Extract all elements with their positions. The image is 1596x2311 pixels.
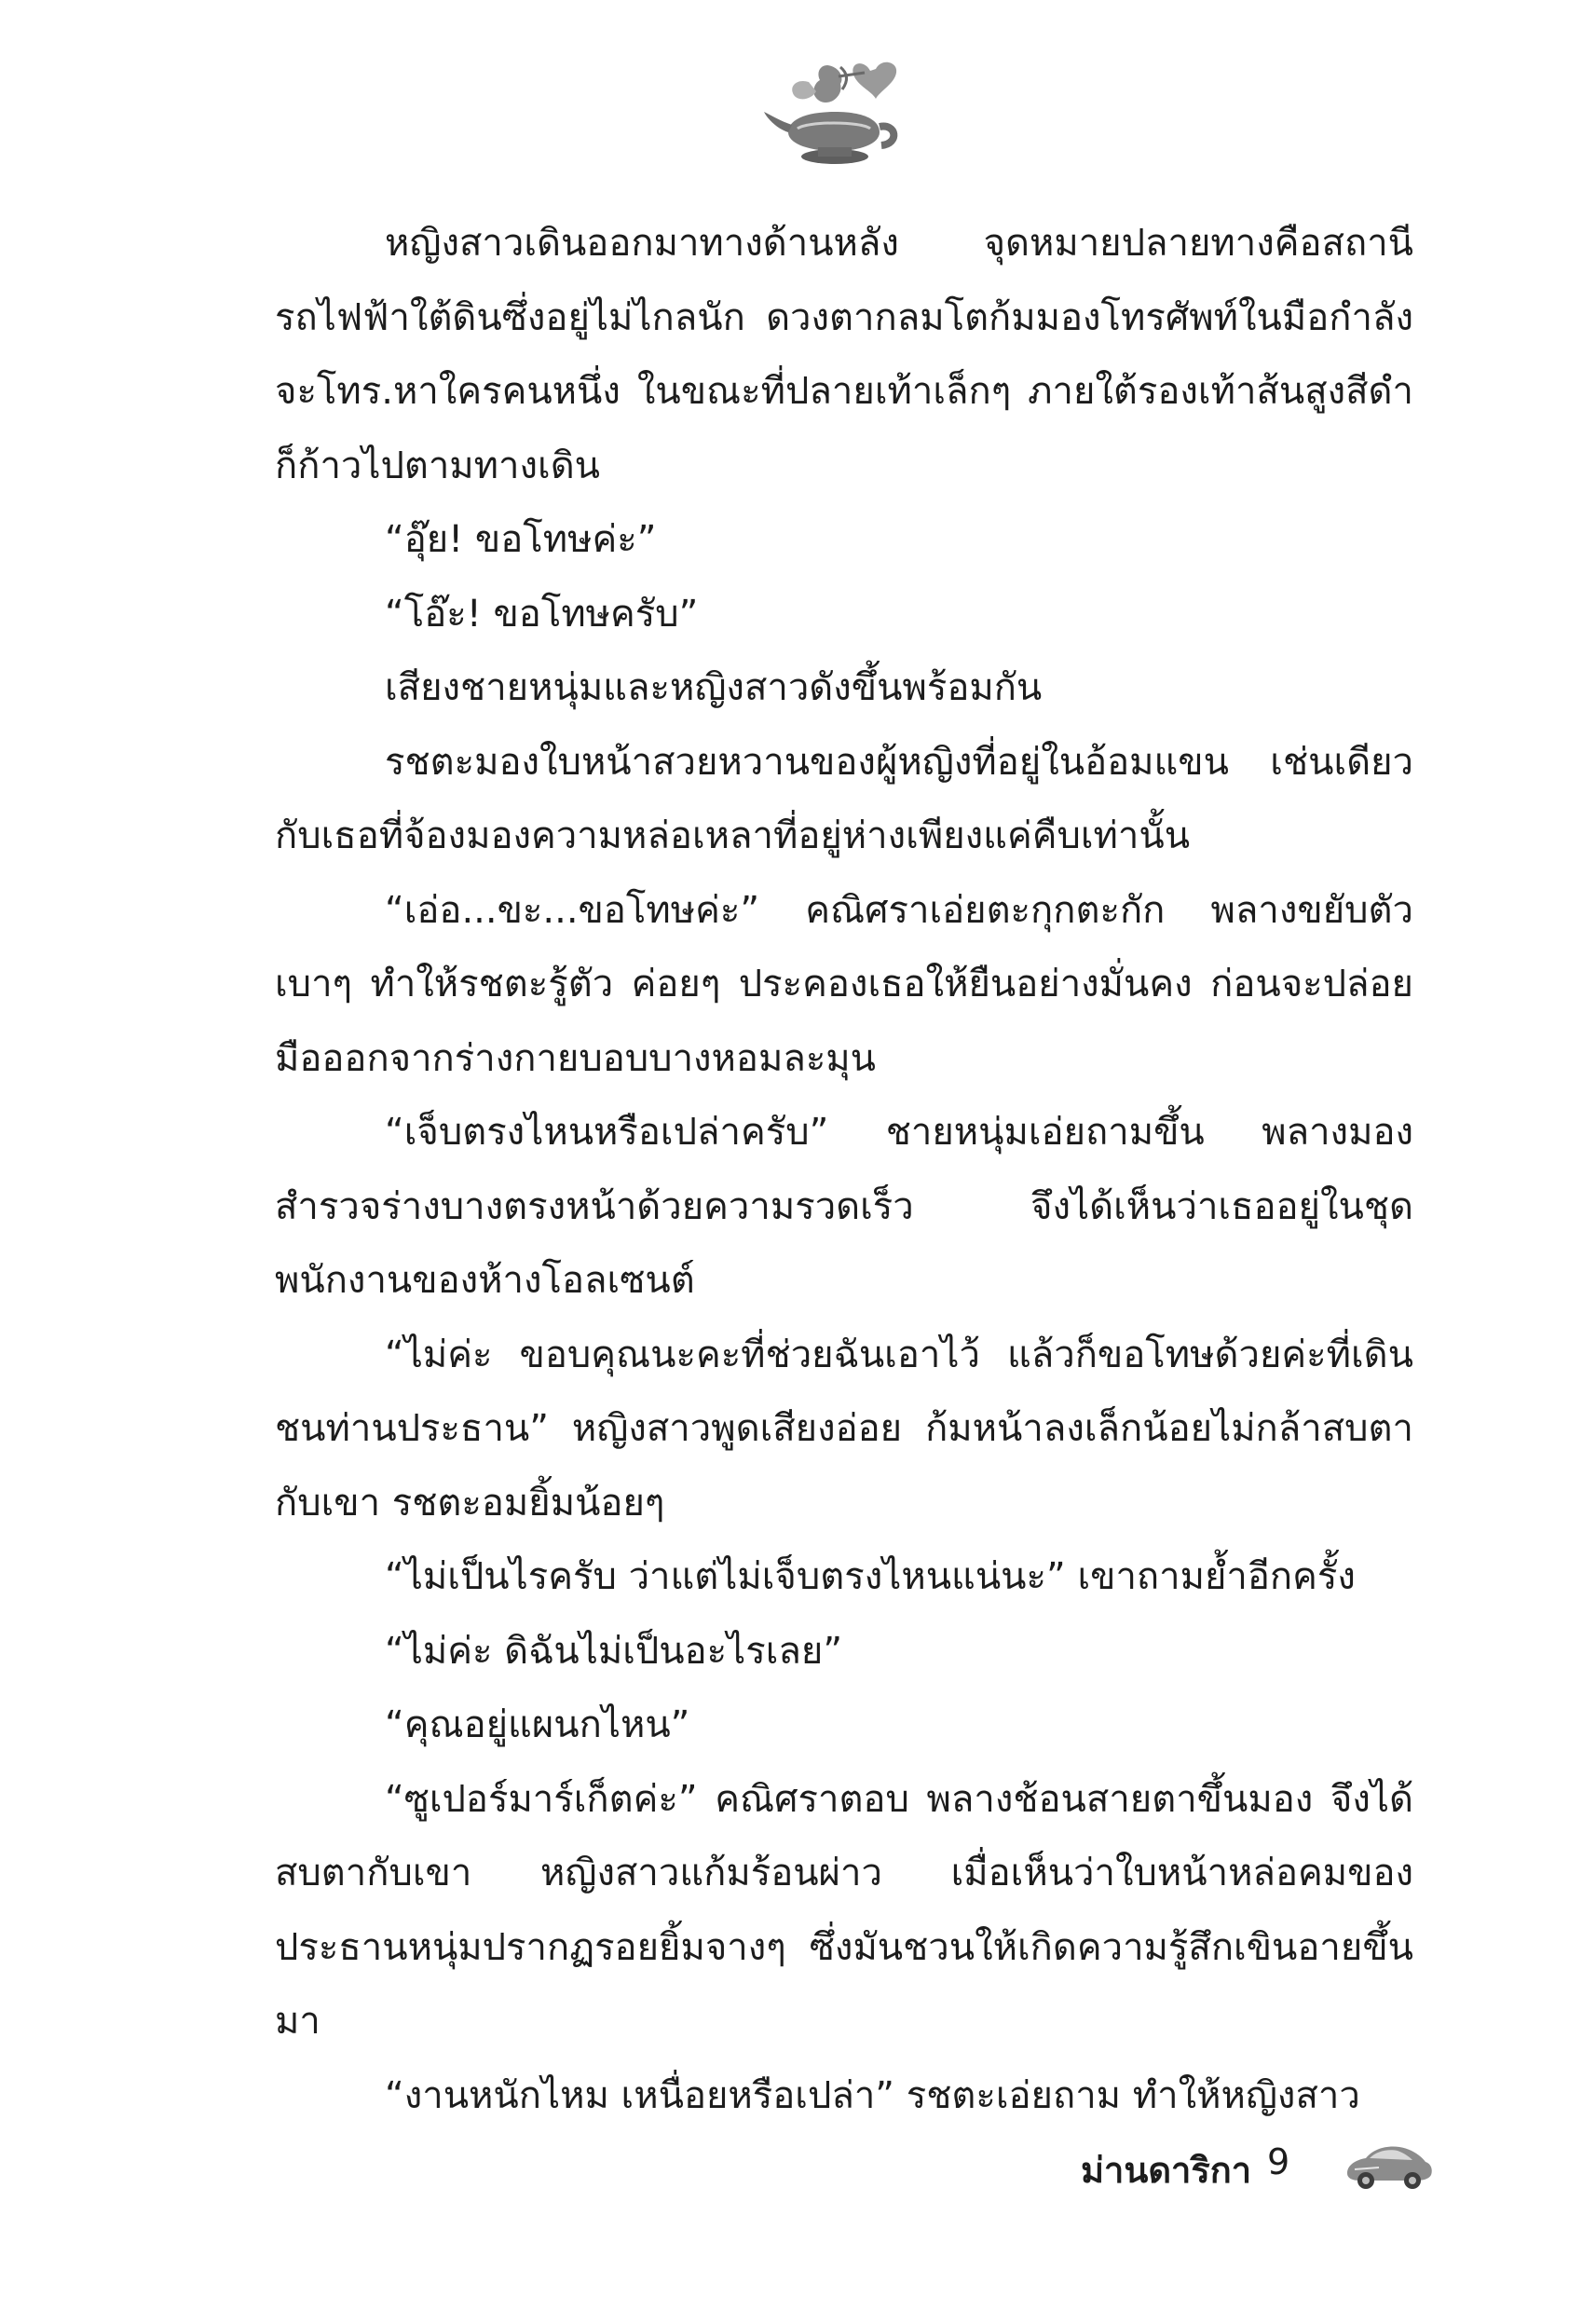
dialogue-line: “ไม่ค่ะ ดิฉันไม่เป็นอะไรเลย” <box>385 1629 843 1673</box>
dialogue-line: “ไม่เป็นไรครับ ว่าแต่ไม่เจ็บตรงไหนแน่นะ” เขาถามย้ำอีกครั้ง <box>385 1555 1356 1598</box>
page-footer <box>969 2125 1435 2208</box>
paragraph: หญิงสาวเดินออกมาทางด้านหลัง จุดหมายปลายทางคือสถานีรถไฟฟ้าใต้ดินซึ่งอยู่ไม่ไกลนัก ดวงตากลมโตก้มมองโทรศัพท์ในมือกำลังจะโทร.หาใครคนหนึ่ง ในขณะที่ปลายเท้าเล็กๆ ภายใต้รองเท้าส้นสูงสีดำก็ก้าวไปตามทางเดิน <box>275 222 1413 487</box>
book-title: ม่านดาริกา <box>1081 2150 1252 2191</box>
paragraph: รชตะมองใบหน้าสวยหวานของผู้หญิงที่อยู่ในอ้อมแขน เช่นเดียวกับเธอที่จ้องมองความหล่อเหลาที่อยู่ห่างเพียงแค่คืบเท่านั้น <box>275 740 1413 857</box>
dialogue-line: “โอ๊ะ! ขอโทษครับ” <box>385 592 699 636</box>
paragraph: “เจ็บตรงไหนหรือเปล่าครับ” ชายหนุ่มเอ่ยถามขึ้น พลางมองสำรวจร่างบางตรงหน้าด้วยความรวดเร็ว จึงได้เห็นว่าเธออยู่ในชุดพนักงานของห้างโอลเซนต์ <box>275 1111 1413 1302</box>
paragraph: “ซูเปอร์มาร์เก็ตค่ะ” คณิศราตอบ พลางช้อนสายตาขึ้นมอง จึงได้สบตากับเขา หญิงสาวแก้มร้อนผ่าว เมื่อเห็นว่าใบหน้าหล่อคมของประธานหนุ่มปรากฏรอยยิ้มจางๆ ซึ่งมันชวนให้เกิดความรู้สึกเขินอายขึ้นมา <box>275 1777 1413 2043</box>
paragraph: “ไม่ค่ะ ขอบคุณนะคะที่ช่วยฉันเอาไว้ แล้วก็ขอโทษด้วยค่ะที่เดินชนท่านประธาน” หญิงสาวพูดเสียงอ่อย ก้มหน้าลงเล็กน้อยไม่กล้าสบตากับเขา รชตะอมยิ้มน้อยๆ <box>275 1333 1413 1525</box>
sports-car-icon <box>1342 2132 1435 2192</box>
teapot-cupid-ornament-icon <box>760 54 909 175</box>
body-text <box>275 207 1413 2133</box>
paragraph: “เอ่อ...ขะ...ขอโทษค่ะ” คณิศราเอ่ยตะกุกตะกัก พลางขยับตัวเบาๆ ทำให้รชตะรู้ตัว ค่อยๆ ประคองเธอให้ยืนอย่างมั่นคง ก่อนจะปล่อยมือออกจากร่างกายบอบบางหอมละมุน <box>275 888 1413 1080</box>
paragraph: “งานหนักไหม เหนื่อยหรือเปล่า” รชตะเอ่ยถาม ทำให้หญิงสาว <box>385 2073 1360 2117</box>
dialogue-line: “คุณอยู่แผนกไหน” <box>385 1703 690 1746</box>
paragraph: เสียงชายหนุ่มและหญิงสาวดังขึ้นพร้อมกัน <box>385 666 1043 709</box>
dialogue-line: “อุ๊ย! ขอโทษค่ะ” <box>385 518 657 561</box>
page-number: 9 <box>1267 2141 1290 2182</box>
